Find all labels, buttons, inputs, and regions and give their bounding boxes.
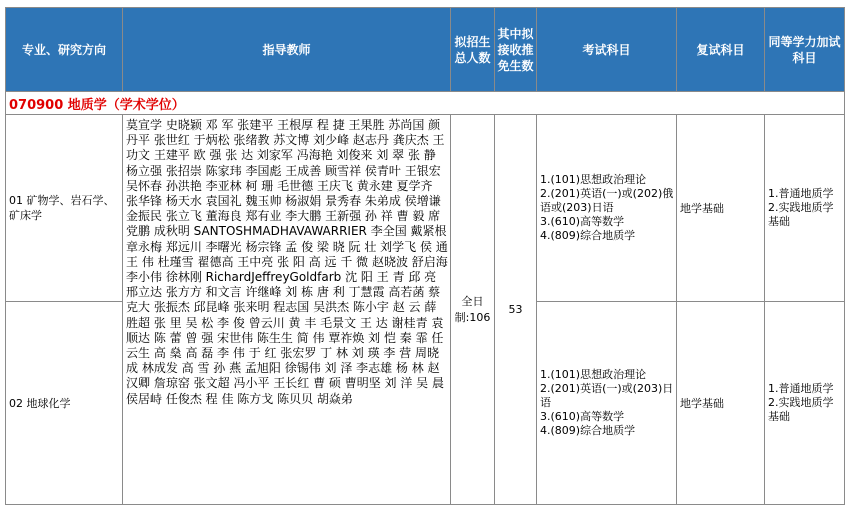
exam-subjects-cell [537, 302, 677, 505]
total-quota-cell: 全日制:106 [451, 115, 495, 505]
reexam-subject-cell: 地学基础 [677, 302, 765, 505]
section-title: 070900 地质学（学术学位） [6, 92, 845, 115]
header-exam-subjects: 考试科目 [537, 8, 677, 92]
supervisors-cell: 莫宣学 史晓颖 邓 军 张建平 王根厚 程 捷 王果胜 苏尚国 颜丹平 张世红 于炳松 张绪教 苏文博 刘少峰 赵志丹 龚庆杰 王功文 王建平 欧 强 张 达 刘家军 冯海艳 刘俊来 刘 翠 张 静 杨立强 张招崇 陈家玮 李国彪 王成善 顾雪祥 侯青叶 王银宏 吴怀春 孙洪艳 李亚林 柯 珊 毛世德 王庆飞 黄永建 夏学齐 张华锋 杨天水 袁国礼 魏玉帅 杨淑娟 景秀春 朱弟成 侯增谦 金振民 张立飞 董海良 郑有业 李大鹏 王新强 孙 祥 曹 毅 席党鹏 成秋明 SANTOSHMADHAVAWARRIER 李全国 戴紧根 章永梅 郑远川 李曙光 杨宗锋 孟 俊 梁 晓 阮 壮 刘学飞 侯 通 王 伟 杜瑾雪 翟德高 王中亮 张 阳 高 远 千 微 赵晓波 舒启海 李小伟 徐林刚 RichardJeffreyGoldfarb 沈 阳 王 青 邱 亮 邢立达 张方方 和文言 许继峰 刘 栋 唐 利 丁慧霞 高若菡 蔡克大 张振杰 邱昆峰 张来明 程志国 吴洪杰 陈小宇 赵 云 薛胜超 张 里 吴 松 李 俊 曾云川 黄 丰 毛景文 王 达 谢桂青 袁顺达 陈 蕾 曾 强 宋世伟 陈生生 简 伟 覃祚焕 刘 恺 秦 霏 任云生 高 燊 高 磊 李 伟 于 红 张宏罗 丁 林 刘 瑛 李 营 周晓成 林成发 高 雪 孙 燕 孟旭阳 徐锡伟 刘 泽 李志雄 杨 林 赵汉卿 詹琼窑 张文超 冯小平 王长红 曹 硕 曹明坚 刘 洋 吴 晨 侯居峙 任俊杰 程 佳 陈方戈 陈贝贝 胡焱弟 [123, 115, 451, 505]
header-total-quota: 拟招生总人数 [451, 8, 495, 92]
exam-subject: 3.(610)高等数学 [540, 410, 625, 423]
admissions-table [5, 7, 845, 505]
exam-subject: 1.(101)思想政治理论 [540, 368, 647, 381]
extra-subject: 2.实践地质学基础 [768, 201, 834, 228]
exam-subject: 2.(201)英语(一)或(203)日语 [540, 382, 674, 409]
table-row [6, 115, 845, 302]
header-direction: 专业、研究方向 [6, 8, 123, 92]
extra-subject: 1.普通地质学 [768, 382, 834, 395]
exam-subject: 4.(809)综合地质学 [540, 229, 636, 242]
exam-subject: 3.(610)高等数学 [540, 215, 625, 228]
exam-subject: 4.(809)综合地质学 [540, 424, 636, 437]
exam-subjects-cell [537, 115, 677, 302]
extra-subjects-cell [765, 302, 845, 505]
exam-subject: 2.(201)英语(一)或(202)俄语或(203)日语 [540, 187, 674, 214]
direction-cell: 02 地球化学 [6, 302, 123, 505]
reexam-subject-cell: 地学基础 [677, 115, 765, 302]
section-row [6, 92, 845, 115]
exempt-quota-cell: 53 [495, 115, 537, 505]
exam-subject: 1.(101)思想政治理论 [540, 173, 647, 186]
extra-subject: 2.实践地质学基础 [768, 396, 834, 423]
direction-cell: 01 矿物学、岩石学、矿床学 [6, 115, 123, 302]
header-supervisors: 指导教师 [123, 8, 451, 92]
extra-subject: 1.普通地质学 [768, 187, 834, 200]
header-row [6, 8, 845, 92]
header-reexam-subjects: 复试科目 [677, 8, 765, 92]
header-extra-subjects: 同等学力加试科目 [765, 8, 845, 92]
extra-subjects-cell [765, 115, 845, 302]
header-exempt-quota: 其中拟接收推免生数 [495, 8, 537, 92]
